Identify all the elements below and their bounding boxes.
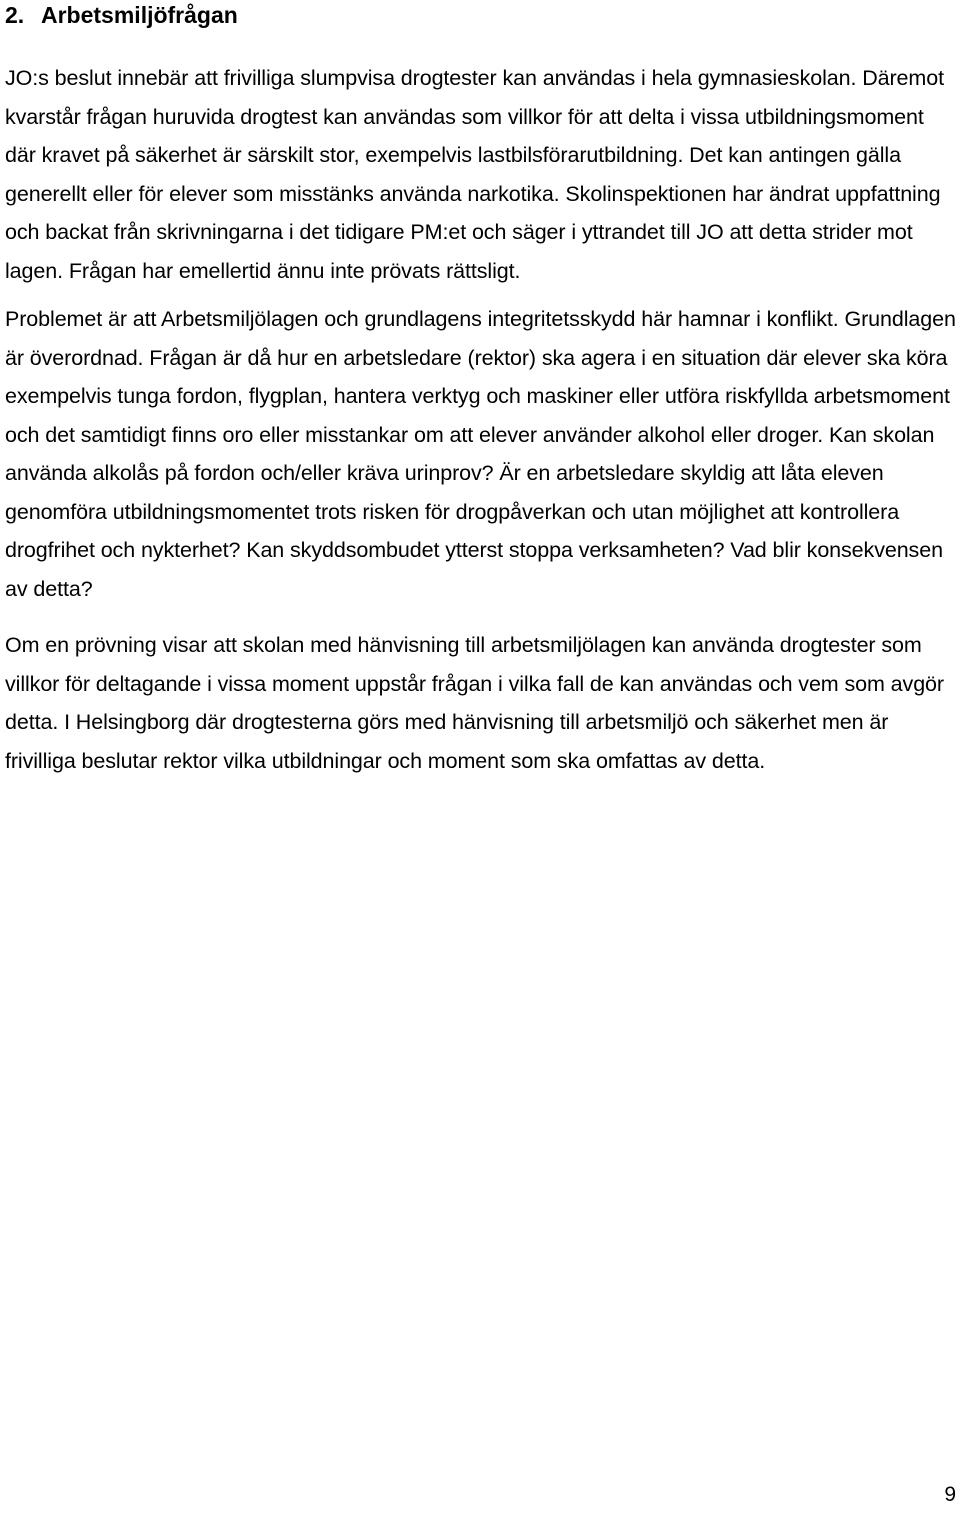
section-heading (5, 0, 957, 30)
document-page (5, 0, 957, 780)
section-number: 2. (5, 2, 25, 28)
section-title: Arbetsmiljöfrågan (41, 2, 238, 28)
page-number: 9 (944, 1483, 956, 1506)
paragraph-problem: Problemet är att Arbetsmiljölagen och grundlagens integritetsskydd här hamnar i konflikt. Grundlagen är överordnad. Frågan är då hur en arbetsledare (rektor) ska agera i en situation där elever ska köra exempelvis tunga fordon, flygplan, hantera verktyg och maskiner eller utföra riskfyllda arbetsmoment och det samtidigt finns oro eller misstankar om att elever använder alkohol eller droger. Kan skolan använda alkolås på fordon och/eller kräva urinprov? Är en arbetsledare skyldig att låta eleven genomföra utbildningsmomentet trots risken för drogpåverkan och utan möjlighet att kontrollera drogfrihet och nykterhet? Kan skyddsombudet ytterst stoppa verksamheten? Vad blir konsekvensen av detta? (5, 307, 956, 601)
paragraph-jo-decision: JO:s beslut innebär att frivilliga slumpvisa drogtester kan användas i hela gymnasieskolan. Däremot kvarstår frågan huruvida drogtest kan användas som villkor för att delta i vissa utbildningsmoment där kravet på säkerhet är särskilt stor, exempelvis lastbilsförarutbildning. Det kan antingen gälla generellt eller för elever som misstänks använda narkotika. Skolinspektionen har ändrat uppfattning och backat från skrivningarna i det tidigare PM:et och säger i yttrandet till JO att detta strider mot lagen. Frågan har emellertid ännu inte prövats rättsligt. (5, 66, 944, 283)
paragraph-trial: Om en prövning visar att skolan med hänvisning till arbetsmiljölagen kan använda drogtester som villkor för deltagande i vissa moment uppstår frågan i vilka fall de kan användas och vem som avgör detta. I Helsingborg där drogtesterna görs med hänvisning till arbetsmiljö och säkerhet men är frivilliga beslutar rektor vilka utbildningar och moment som ska omfattas av detta. (5, 633, 944, 773)
